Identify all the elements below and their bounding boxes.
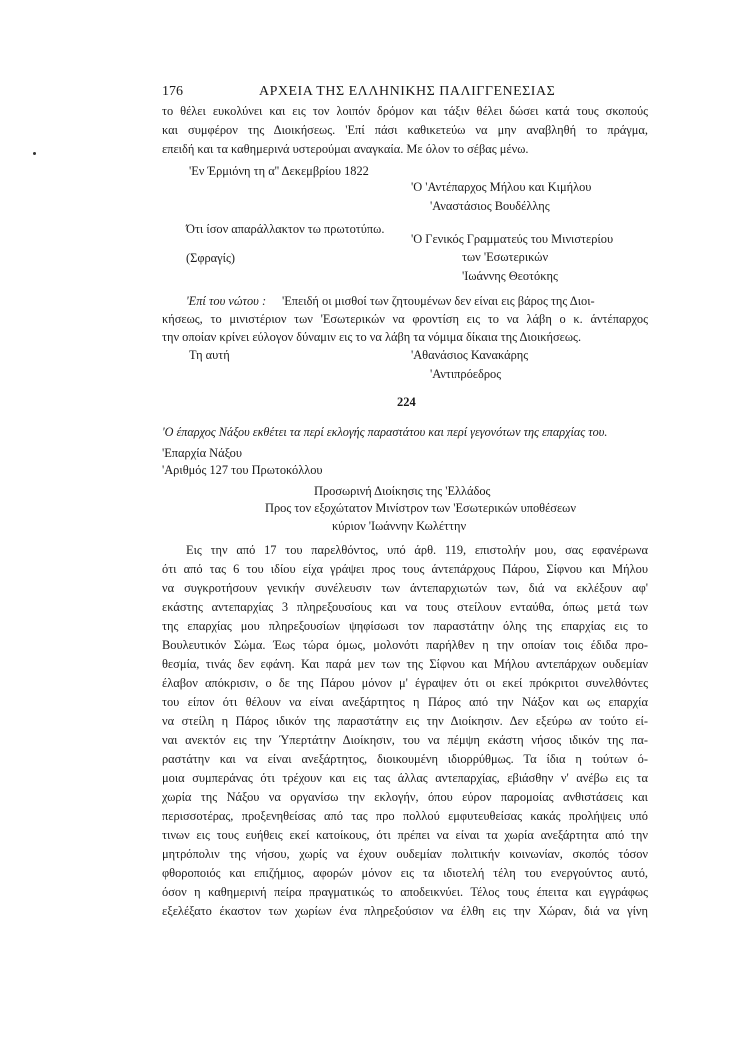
verso-date: Τη αυτή [189, 348, 230, 362]
body-line: φθοροποιός και επιζήμιος, αφορών μόνον εις τα ιδιοτελή τέλη του ενεργούντος αυτό, [162, 866, 648, 880]
address-line: κύριον 'Ιωάννην Κωλέττην [332, 519, 467, 533]
body-line: του είπον ότι θέλουν να είναι ανεξάρτητος η Πάρος από την Νάξον και ως επαρχία [162, 695, 648, 709]
verso-label: 'Επί του νώτου : [186, 294, 267, 308]
verso-line: κήσεως, το μινιστέριον των 'Εσωτερικών να φροντίση εις το να λάβη ο κ. άντέπαρχος [162, 312, 648, 326]
copy-note: Ότι ίσον απαράλλακτον τω πρωτοτύπω. [186, 222, 385, 236]
body-line: μοια συμπεράνας ότι τρέχουν και εις τας άλλας αντεπαρχίας, εβιάσθην ν' ανέβω εις τα [162, 771, 648, 785]
page-number: 176 [162, 84, 183, 99]
margin-mark [33, 152, 36, 155]
body-line: ραστάτην και να είναι ανεξάρτητος, διοικουμένη ιδιορρύθμως. Τα ίδια η τούτων ό- [162, 752, 648, 766]
verso-signer-title: 'Αντιπρόεδρος [430, 367, 502, 381]
protocol-number: 'Αριθμός 127 του Πρωτοκόλλου [162, 463, 323, 477]
body-line: Βουλευτικόν Σώμα. Έως τώρα όμως, μολονότι παρήλθεν η την οποίαν τοις έδιδα προ- [162, 638, 648, 652]
verso-line: την οποίαν κρίνει εύλογον δύναμιν εις το να λάβη τα νόμιμα δίκαια της Διοικήσεως. [162, 330, 582, 344]
prev-doc-line: επειδή και τα καθημερινά υστερούμαι αναγκαία. Με όλον το σέβας μένω. [162, 142, 529, 156]
prev-doc-line: το θέλει ευκολύνει και εις τον λοιπόν δρόμον και τάξιν θέλει δώσει κατά τους σκοπούς [162, 104, 648, 118]
prev-doc-date: 'Εν Έρμιόνη τη α'' Δεκεμβρίου 1822 [189, 164, 369, 178]
body-line: να στείλη η Πάρος ιδικόν της παραστάτην εις την Διοίκησιν. Δεν εξεύρω αν τούτο εί- [162, 714, 648, 728]
body-line: χωρία της Νάξου να οργανίσω την εκλογήν, όπου εύρον παρομοίας ανθιστάσεις και [162, 790, 648, 804]
address-line: Προς τον εξοχώτατον Μινίστρον των 'Εσωτερικών υποθέσεων [265, 501, 576, 515]
body-line: να συγκροτήσουν γενικήν συνέλευσιν των άντεπαρχιωτών των, διά να εκλέξουν αφ' [162, 581, 648, 595]
body-line: έλαβον απόκρισιν, ο δε της Πάρου μόνον μ' έγραψεν ότι οι εκεί πρόκριτοι συνελθόντες [162, 676, 648, 690]
running-title: ΑΡΧΕΙΑ ΤΗΣ ΕΛΛΗΝΙΚΗΣ ΠΑΛΙΓΓΕΝΕΣΙΑΣ [259, 84, 556, 99]
body-line: ναι ανεκτόν εις την Ύπερτάτην Διοίκησιν, του να πέμψη εκάστη νήσος ιδικόν της πα- [162, 733, 648, 747]
secretary-title: 'Ο Γενικός Γραμματεύς του Μινιστερίου [411, 232, 614, 246]
body-line: εκάστης αντεπαρχίας 3 πληρεξουσίους και να τους στείλουν ενταύθα, όπως μετά των [162, 600, 648, 614]
secretary-name: 'Ιωάννης Θεοτόκης [462, 269, 558, 283]
verso-signer: 'Αθανάσιος Κανακάρης [411, 348, 529, 362]
province-heading: 'Επαρχία Νάξου [162, 446, 242, 460]
secretary-title: των 'Εσωτερικών [462, 250, 549, 264]
address-line: Προσωρινή Διοίκησις της 'Ελλάδος [314, 484, 491, 498]
signer-name: 'Αναστάσιος Βουδέλλης [430, 199, 550, 213]
body-line: μητρόπολιν της νήσου, χωρίς να έχουν ουδεμίαν πολιτικήν κοινωνίαν, σκοπός τόσον [162, 847, 648, 861]
signer-title: 'Ο 'Αντέπαρχος Μήλου και Κιμήλου [411, 180, 592, 194]
verso-line: 'Επειδή οι μισθοί των ζητουμένων δεν είναι εις βάρος της Διοι- [282, 294, 595, 308]
body-line: Εις την από 17 του παρελθόντος, υπό άρθ. 119, επιστολήν μου, σας εφανέρωνα [186, 543, 648, 557]
body-line: θεσμία, τινάς δεν εφάνη. Και παρά μεν των της Σίφνου και Μήλου αντεπάρχων ουδεμίαν [162, 657, 648, 671]
body-line: όσον η καθημερινή πείρα πραγματικώς το αποδεικνύει. Τέλος τους έπειτα και εγγράφως [162, 885, 648, 899]
body-line: της επαρχίας μου πληρεξουσίων ψηφίσωσι τον παραστάτην όλης της επαρχίας εις το [162, 619, 648, 633]
prev-doc-line: και συμφέρον της Διοικήσεως. 'Επί πάσι καθικετεύω να μην αναβληθή το πράγμα, [162, 123, 648, 137]
body-line: περισσοτέρας, προξενηθείσας από τας προ πολλού εμφυτευθείσας κακάς προλήψεις υπό [162, 809, 648, 823]
seal-label: (Σφραγίς) [186, 251, 236, 265]
body-line: ότι από τας 6 του ιδίου είχα γράψει προς τους άντεπάρχους Πάρου, Σίφνου και Μήλου [162, 562, 648, 576]
document-summary: 'Ο έπαρχος Νάξου εκθέτει τα περί εκλογής παραστάτου και περί γεγονότων της επαρχίας του. [162, 425, 608, 439]
document-number: 224 [397, 395, 416, 409]
body-line: τινων εις τους ευήθεις εκεί κατοίκους, ότι πρέπει να είναι τα χωρία ανεξάρτητα από την [162, 828, 648, 842]
body-line: εξελέξατο έκαστον των χωρίων ένα πληρεξούσιον να έλθη εις την Χώραν, διά να γίνη [162, 904, 648, 918]
